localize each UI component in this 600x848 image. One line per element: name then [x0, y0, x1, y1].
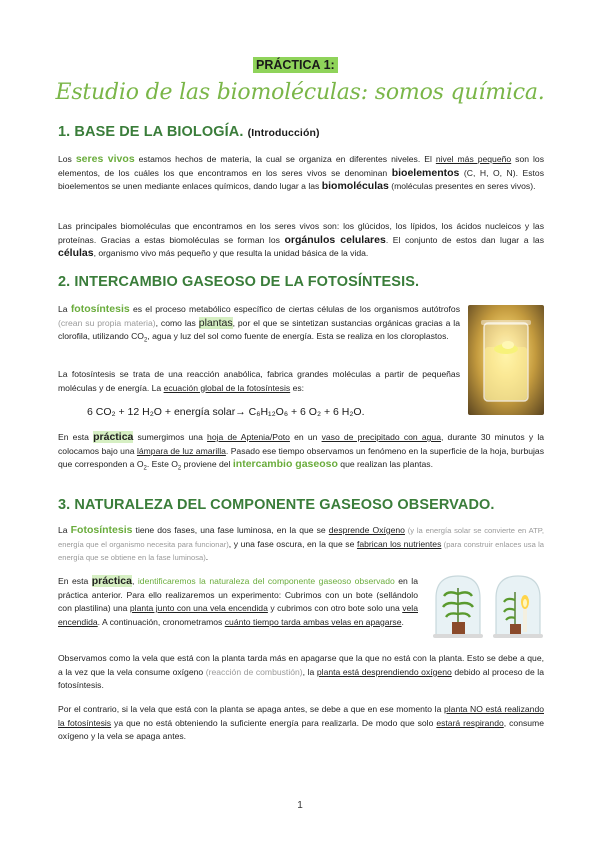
section-1-paragraph-2: Las principales biomoléculas que encontramos en los seres vivos son: los glúcidos, los lípidos, los ácidos nucleicos y las proteínas. Gracias a estas biomoléculas se forman los orgánulos celulares. El conjunto de estos dan lugar a las células, organismo vivo más pequeño y que resulta la unidad básica de la vida. [58, 221, 545, 260]
section-3-paragraph-3: Observamos como la vela que está con la planta tarda más en apagarse que la que no está con la planta. Esto se debe a que, a la vez que la vela consume oxígeno (reacción de combustión), la planta está desprendiendo oxígeno debido al proceso de la fotosíntesis. [58, 653, 545, 691]
section-3-paragraph-4: Por el contrario, si la vela que está con la planta se apaga antes, se debe a que en ese momento la planta NO está realizando la fotosíntesis ya que no está obteniendo la suficiente energía para realizarla. De modo que solo estará respirando, consume oxígeno y la vela se apaga antes. [58, 704, 544, 742]
page-number: 1 [297, 800, 303, 811]
practica-label: PRÁCTICA 1: [253, 57, 338, 73]
section-3-heading: 3. NATURALEZA DEL COMPONENTE GASEOSO OBSERVADO. [58, 497, 495, 513]
page-title: Estudio de las biomoléculas: somos química. [55, 80, 545, 105]
section-2-paragraph-1: La fotosíntesis es el proceso metabólico específico de ciertas células de los organismos autótrofos (crean su propia materia), como las plantas, por el que se sintetizan sustancias orgánicas gracias a la clorofila, utilizando $CO_2$, agua y luz del sol como fuente de energía. Esta se realiza en los cloroplastos. [58, 303, 461, 344]
beaker-photo [468, 305, 544, 415]
beaker-icon [468, 305, 544, 415]
section-1-heading: 1. BASE DE LA BIOLOGÍA. (Introducción) [58, 124, 320, 140]
section-2-paragraph-2: La fotosíntesis se trata de una reacción anabólica, fabrica grandes moléculas a partir de pequeñas moléculas y de energía. La ecuación global de la fotosíntesis es: [58, 369, 460, 393]
section-2-paragraph-3: En esta práctica sumergimos una hoja de Aptenia/Poto en un vaso de precipitado con agua, durante 30 minutos y la colocamos bajo una lámpara de luz amarilla. Pasado ese tiempo observamos un fenómeno en la superficie de la hoja, burbujas que corresponden a $O_2$. Este $O_2$ proviene del intercambio gaseoso que realizan las plantas. [58, 431, 545, 472]
photosynthesis-equation: 6 CO₂ + 12 H₂O + energía solar→ C₆H₁₂O₆ + 6 O₂ + 6 H₂O. [87, 406, 365, 418]
section-3-paragraph-1: La Fotosíntesis tiene dos fases, una fase luminosa, en la que se desprende Oxígeno (y la energía solar se convierte en ATP, energía que el organismo necesita para funcionar), y una fase oscura, en la que se fabrican los nutrientes (para construir enlaces usa la energía que se obtiene en la fase luminosa). [58, 524, 544, 563]
section-2-heading: 2. INTERCAMBIO GASEOSO DE LA FOTOSÍNTESIS. [58, 274, 420, 290]
bell-jars-illustration [430, 572, 550, 640]
section-3-paragraph-2: En esta práctica, identificaremos la naturaleza del componente gaseoso observado en la práctica anterior. Para ello realizaremos un experimento: Cubrimos con un bote (sellándolo con plastilina) una planta junto con una vela encendida y cubrimos con otro bote solo una vela encendida. A continuación, cronometramos cuánto tiempo tarda ambas velas en apagarse. [58, 575, 418, 627]
section-1-paragraph-1: Los seres vivos estamos hechos de materia, la cual se organiza en diferentes niveles. El nivel más pequeño son los elementos, de los cuáles los que encontramos en los seres vivos se denominan bioelementos (C, H, O, N). Estos bioelementos se unen mediante enlaces químicos, dando lugar a las biomoléculas (moléculas presentes en seres vivos). [58, 153, 544, 193]
bell-jar-icon [430, 572, 550, 640]
